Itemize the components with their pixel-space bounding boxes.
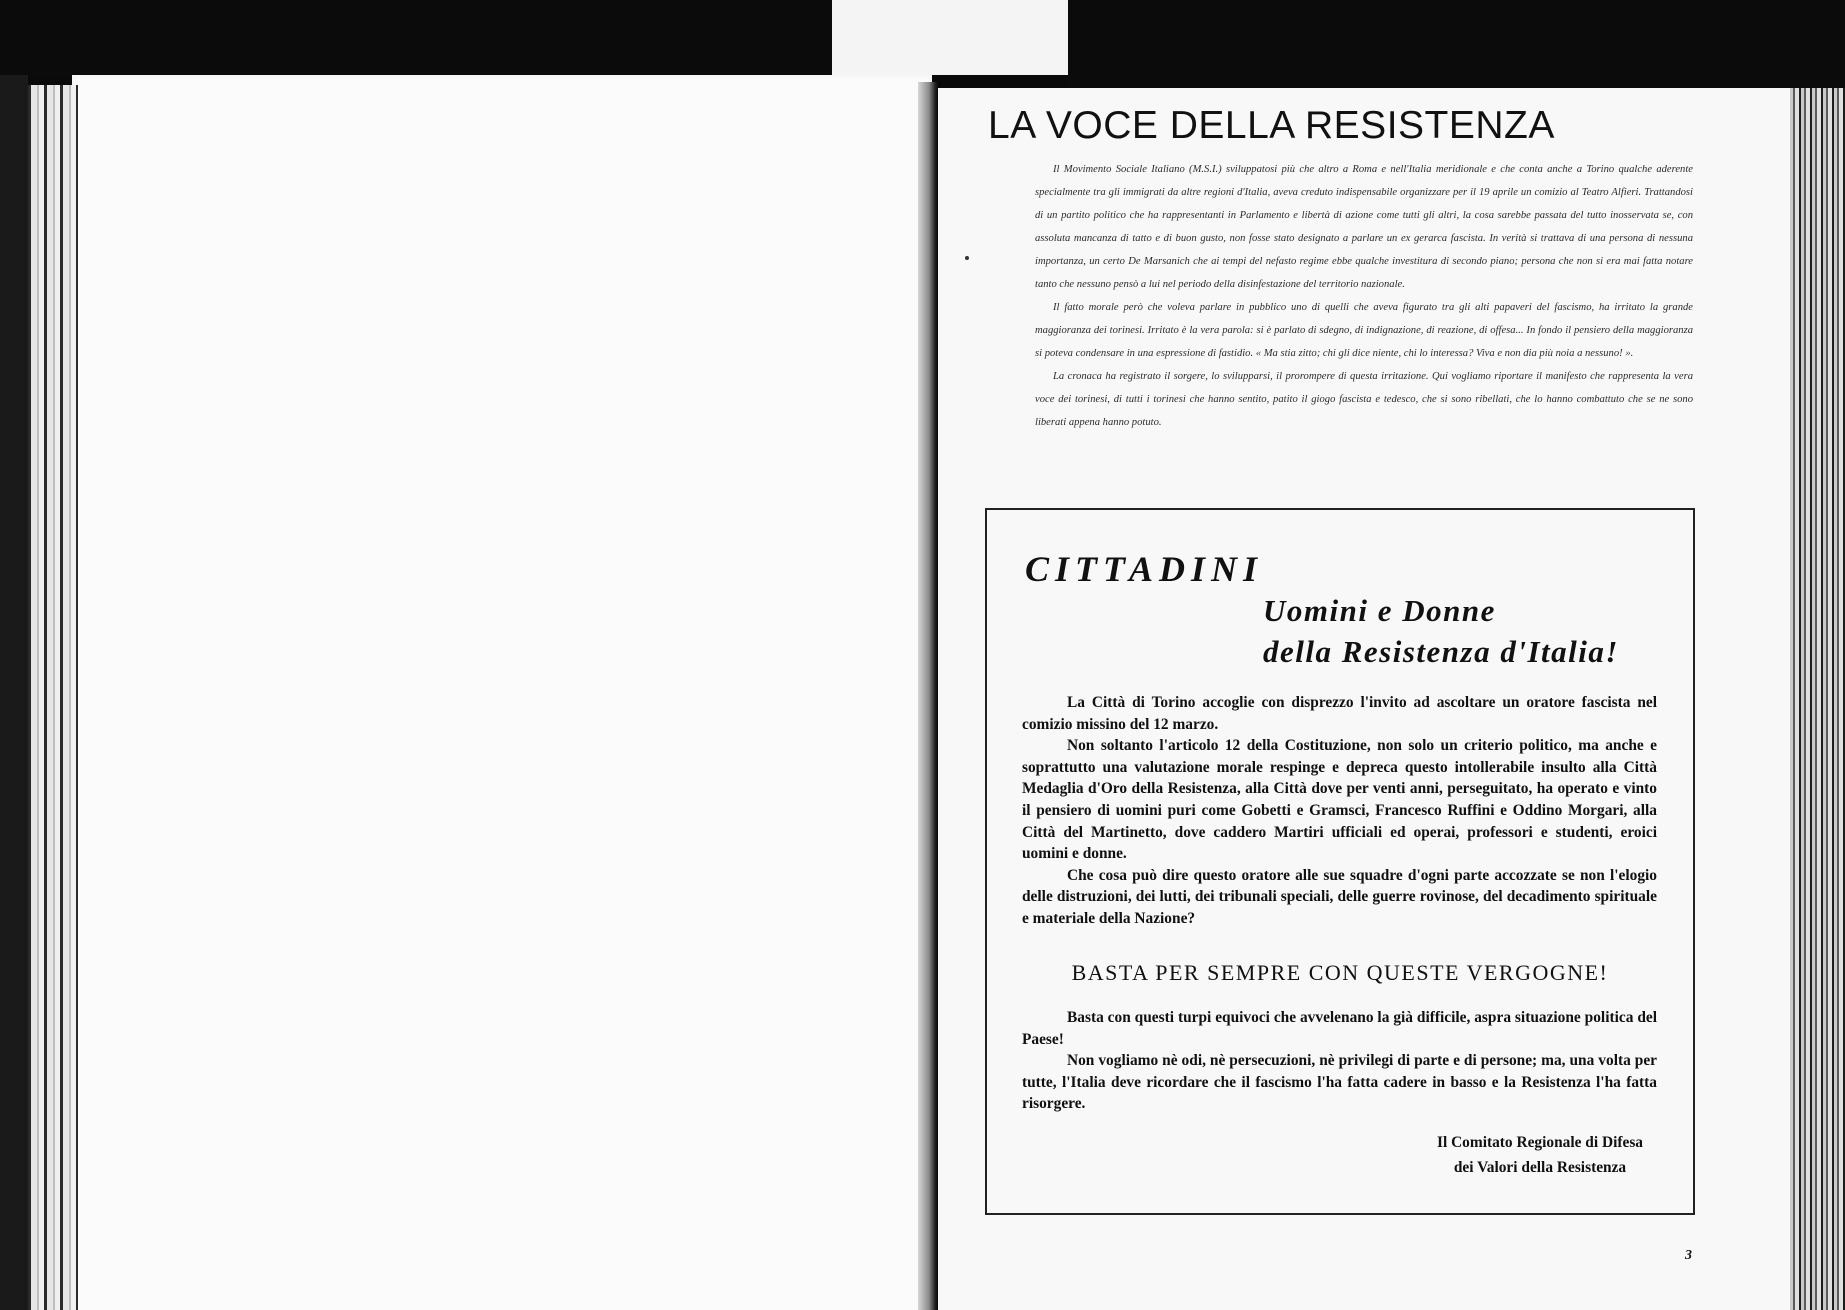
scan-background-gap xyxy=(832,0,1068,75)
signature-line: dei Valori della Resistenza xyxy=(1453,1159,1627,1176)
intro-text xyxy=(1035,158,1693,434)
manifesto-paragraph: Che cosa può dire questo oratore alle sue squadre d'ogni parte accozzate se non l'elogio delle distruzioni, dei lutti, dei tribunali speciali, delle guerre rovinose, del decadimento spirituale e materiale della Nazione? xyxy=(1022,866,1657,927)
book-page-edges-right xyxy=(1790,88,1845,1310)
manifesto-box xyxy=(985,508,1695,1215)
manifesto-body-second xyxy=(1022,1007,1657,1115)
book-gutter xyxy=(918,82,940,1310)
manifesto-heading: BASTA PER SEMPRE CON QUESTE VERGOGNE! xyxy=(1071,960,1609,985)
intro-paragraph: Il fatto morale però che voleva parlare in pubblico uno di quelli che aveva figurato tra gli alti papaveri del fascismo, ha irritato la grande maggioranza dei torinesi. Irritato è la vera parola: si è parlato di sdegno, di indignazione, di reazione, di offesa... In fondo il pensiero della maggioranza si poteva condensare in una espressione di fastidio. « Ma stia zitto; chi gli dice niente, chi lo interessa? Viva e non dia più noia a nessuno! ». xyxy=(1035,302,1693,359)
manifesto-paragraph: Non soltanto l'articolo 12 della Costituzione, non solo un criterio politico, ma anche e soprattutto una valutazione morale respinge e depreca questo intollerabile insulto alla Città Medaglia d'Oro della Resistenza, alla Città dove per venti anni, perseguitato, ha operato e vinto il pensiero di uomini puri come Gobetti e Gramsci, Francesco Ruffini e Oddino Morgari, alla Città del Martinetto, dove caddero Martiri ufficiali ed operai, professori e studenti, eroici uomini e donne. xyxy=(1022,737,1657,863)
book-page-edges-left xyxy=(28,85,78,1310)
manifesto-subtitle-line2: della Resistenza d'Italia! xyxy=(1263,634,1619,669)
book-edge-left-shadow xyxy=(0,75,28,1310)
manifesto-signature xyxy=(1437,1130,1643,1180)
intro-paragraph: Il Movimento Sociale Italiano (M.S.I.) sviluppatosi più che altro a Roma e nell'Italia meridionale e che conta anche a Torino qualche aderente specialmente tra gli immigrati da altre regioni d'Italia, aveva creduto indispensabile organizzare per il 19 aprile un comizio al Teatro Alfieri. Trattandosi di un partito politico che ha rappresentanti in Parlamento e libertà di azione come tutti gli altri, la cosa sarebbe passata del tutto inosservata se, con assoluta mancanza di tatto e di buon gusto, non fosse stato designato a parlare un ex gerarca fascista. In verità si trattava di una persona di nessuna importanza, un certo De Marsanich che ai tempi del nefasto regime ebbe qualche investitura di secondo piano; persona che non si era mai fatta notare tanto che nessuno pensò a lui nel periodo della disinfestazione del territorio nazionale. xyxy=(1035,164,1693,290)
signature-line: Il Comitato Regionale di Difesa xyxy=(1436,1134,1643,1151)
page-number: 3 xyxy=(1685,1248,1692,1263)
page-title: LA VOCE DELLA RESISTENZA xyxy=(988,104,1555,147)
left-page-surface xyxy=(78,78,928,1310)
manifesto-body xyxy=(1022,692,1657,930)
manifesto-paragraph: La Città di Torino accoglie con disprezzo l'invito ad ascoltare un oratore fascista nel comizio missino del 12 marzo. xyxy=(1022,694,1657,733)
scan-background-top-left xyxy=(0,0,832,75)
scan-background-top-right xyxy=(1068,0,1845,90)
manifesto-title: CITTADINI xyxy=(1025,549,1264,589)
intro-paragraph: La cronaca ha registrato il sorgere, lo svilupparsi, il prorompere di questa irritazione. Qui vogliamo riportare il manifesto che rappresenta la vera voce dei torinesi, di tutti i torinesi che hanno sentito, patito il giogo fascista e tedesco, che si sono ribellati, che lo hanno combattuto che se ne sono liberati appena hanno potuto. xyxy=(1035,371,1693,428)
manifesto-paragraph: Non vogliamo nè odi, nè persecuzioni, nè privilegi di parte e di persone; ma, una volta per tutte, l'Italia deve ricordare che il fascismo l'ha fatta cadere in basso e la Resistenza l'ha fatta risorgere. xyxy=(1022,1052,1657,1113)
scan-speck xyxy=(965,256,969,260)
manifesto-paragraph: Basta con questi turpi equivoci che avvelenano la già difficile, aspra situazione politica del Paese! xyxy=(1022,1009,1657,1048)
manifesto-subtitle-line1: Uomini e Donne xyxy=(1263,593,1496,628)
